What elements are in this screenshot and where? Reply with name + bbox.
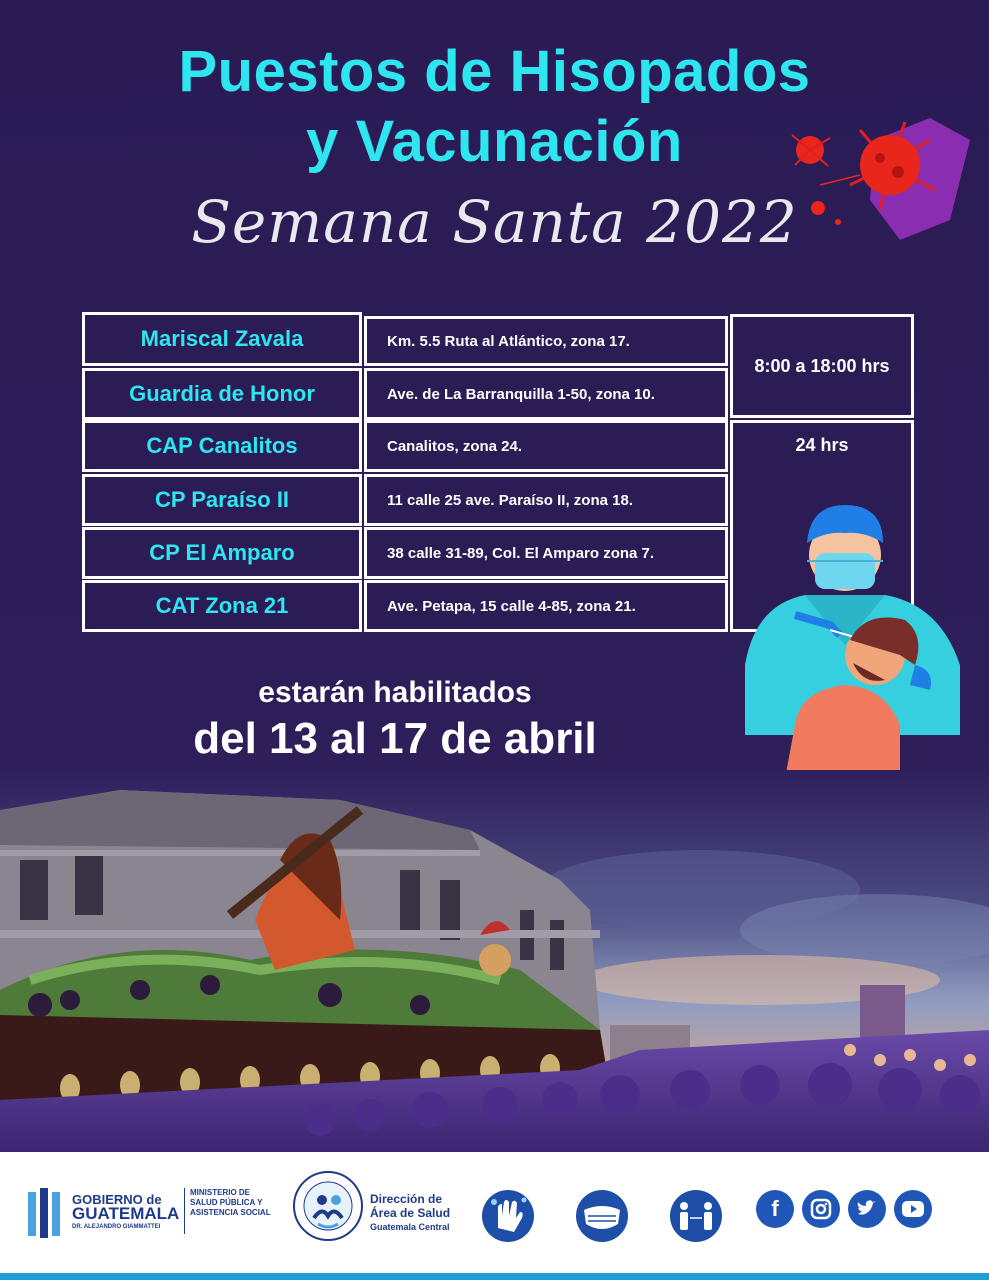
handwash-badge-icon	[472, 1172, 544, 1256]
location-address: Ave. de La Barranquilla 1-50, zona 10.	[364, 368, 728, 420]
location-name: CP El Amparo	[82, 527, 362, 579]
gobierno-text: GOBIERNO de	[72, 1192, 162, 1207]
location-address: Ave. Petapa, 15 calle 4-85, zona 21.	[364, 580, 728, 632]
hours-group-1: 8:00 a 18:00 hrs	[730, 314, 914, 418]
das-line-2: Área de Salud	[370, 1206, 451, 1220]
das-line-3: Guatemala Central	[370, 1222, 450, 1232]
footer	[0, 1152, 989, 1280]
footer-bottom-bar	[0, 1273, 989, 1280]
youtube-icon[interactable]	[894, 1190, 932, 1228]
availability-dates: del 13 al 17 de abril	[193, 714, 597, 763]
location-name: Mariscal Zavala	[82, 312, 362, 366]
virus-icon	[780, 100, 980, 250]
logo-divider	[184, 1188, 185, 1234]
das-logo	[292, 1170, 492, 1260]
guatemala-flag-icon	[26, 1186, 66, 1240]
title-line-2: y Vacunación	[306, 109, 683, 174]
availability-line-1: estarán habilitados	[258, 676, 532, 709]
das-seal-icon	[292, 1170, 364, 1242]
location-address: 38 calle 31-89, Col. El Amparo zona 7.	[364, 527, 728, 579]
location-name: CP Paraíso II	[82, 474, 362, 526]
guatemala-text: GUATEMALA	[72, 1204, 180, 1223]
swab-test-illustration	[735, 495, 975, 805]
title-line-1: Puestos de Hisopados	[178, 39, 811, 104]
location-address: Km. 5.5 Ruta al Atlántico, zona 17.	[364, 316, 728, 366]
location-name: CAT Zona 21	[82, 580, 362, 632]
location-address: Canalitos, zona 24.	[364, 420, 728, 472]
hours-group-2: 24 hrs	[730, 420, 914, 632]
gobierno-logo	[26, 1184, 276, 1244]
mask-badge-icon	[566, 1172, 638, 1256]
distance-badge-icon	[660, 1172, 732, 1256]
semana-santa-title: Semana Santa 2022	[191, 188, 798, 256]
ministerio-text: MINISTERIO DE SALUD PÚBLICA Y ASISTENCIA SOCIAL	[190, 1188, 271, 1217]
president-text: DR. ALEJANDRO GIAMMATTEI	[72, 1224, 161, 1230]
twitter-icon[interactable]	[848, 1190, 886, 1228]
facebook-icon[interactable]: f	[756, 1190, 794, 1228]
instagram-icon[interactable]	[802, 1190, 840, 1228]
procession-photo	[0, 770, 989, 1155]
location-name: CAP Canalitos	[82, 420, 362, 472]
das-line-1: Dirección de	[370, 1192, 443, 1206]
location-name: Guardia de Honor	[82, 368, 362, 420]
location-address: 11 calle 25 ave. Paraíso II, zona 18.	[364, 474, 728, 526]
